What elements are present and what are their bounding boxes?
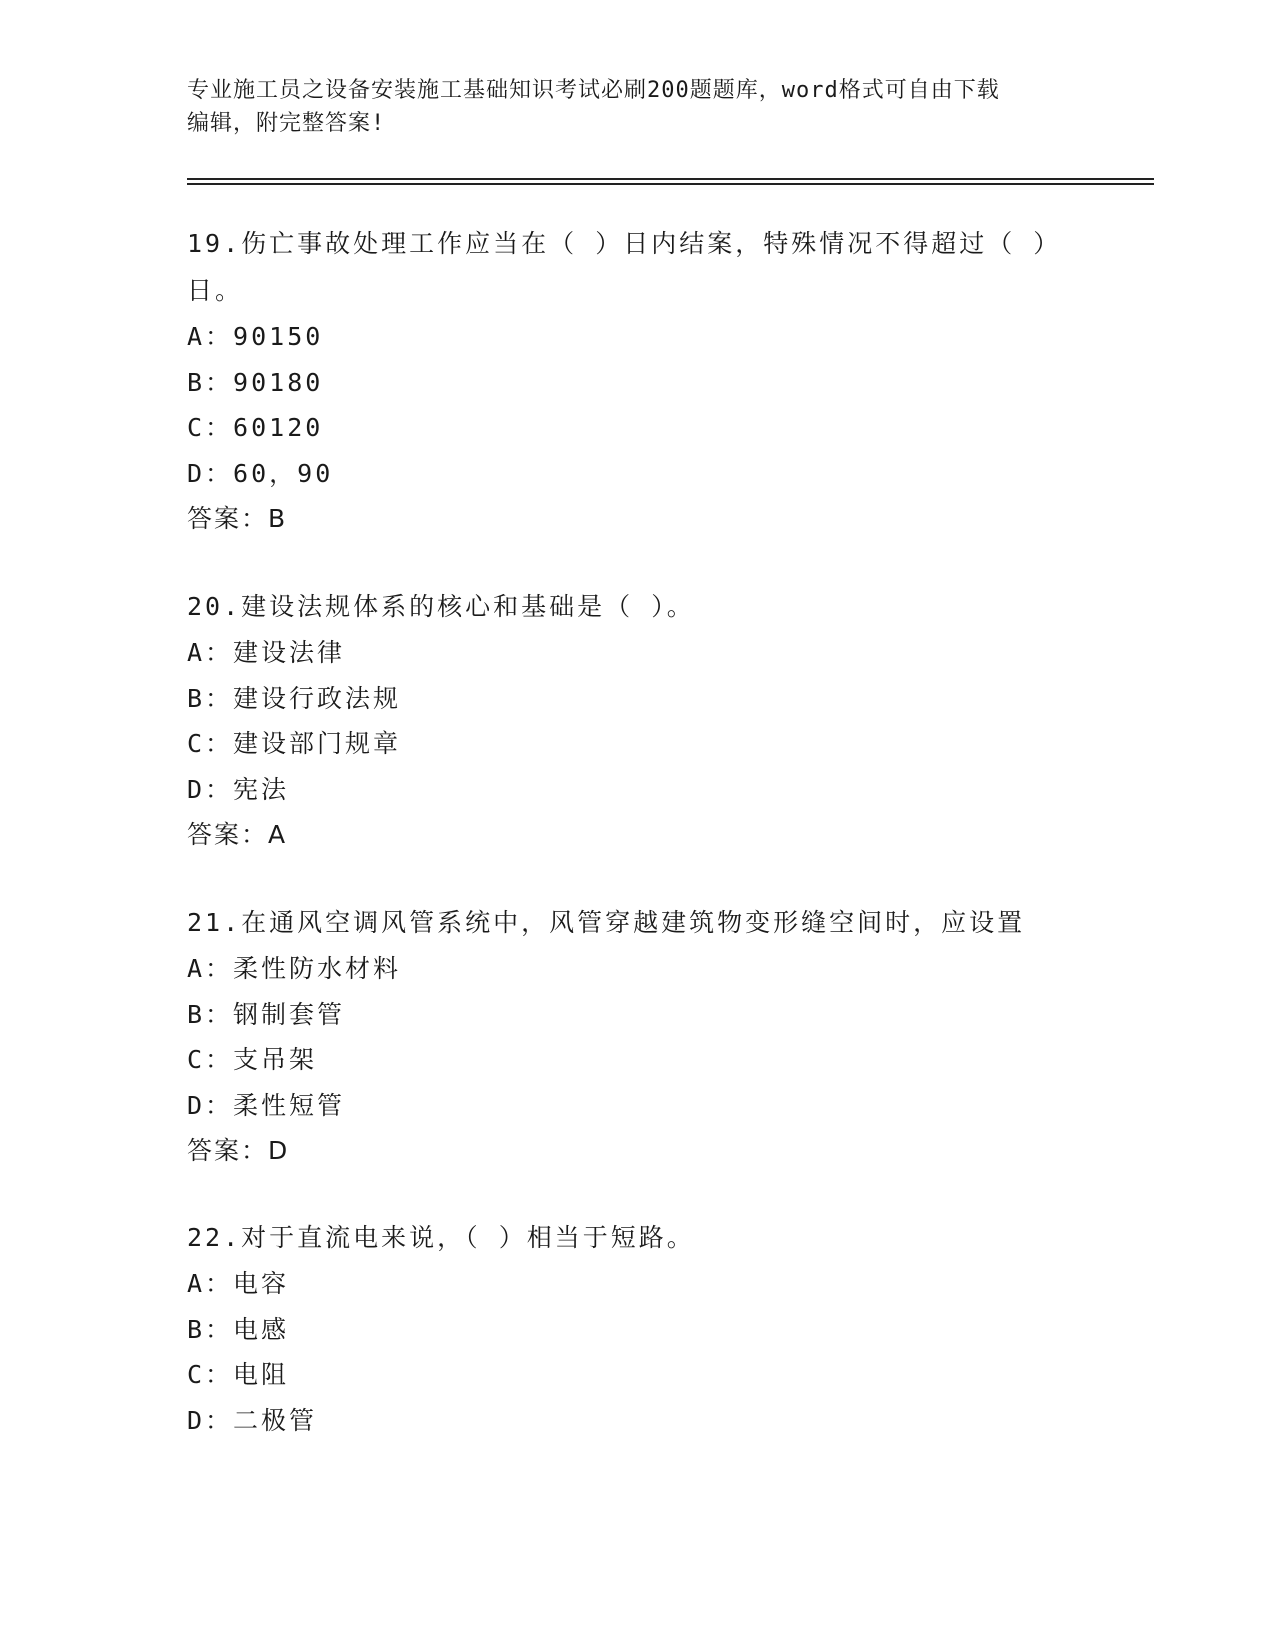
answer-value: D xyxy=(268,1136,290,1165)
question-22-option-d: D：二极管 xyxy=(187,1405,318,1435)
question-19-answer xyxy=(187,496,1087,542)
question-21-option-b: B：钢制套管 xyxy=(187,999,346,1029)
answer-label: 答案： xyxy=(187,820,269,849)
question-20-option-d: D：宪法 xyxy=(187,774,290,804)
question-19-option-d: D：60，90 xyxy=(187,458,334,488)
question-22-option-a: A：电容 xyxy=(187,1269,290,1298)
question-22-title: 22.对于直流电来说，（ ）相当于短路。 xyxy=(187,1223,695,1252)
question-20-title: 20.建设法规体系的核心和基础是（ ）。 xyxy=(187,592,695,621)
question-20-option-a: A：建设法律 xyxy=(187,638,346,667)
answer-value: A xyxy=(268,820,288,849)
answer-label: 答案： xyxy=(187,504,269,533)
question-22 xyxy=(187,1214,1087,1443)
question-21-answer xyxy=(187,1128,1087,1174)
question-21-option-c: C：支吊架 xyxy=(187,1045,318,1074)
header-divider-top xyxy=(187,178,1154,180)
header-divider-bottom xyxy=(187,183,1154,185)
header-line-2: 编辑，附完整答案! xyxy=(187,111,386,136)
question-19-title-cont: 日。 xyxy=(187,276,244,305)
question-22-option-c: C：电阻 xyxy=(187,1360,290,1389)
answer-value: B xyxy=(268,504,288,533)
question-21-option-d: D：柔性短管 xyxy=(187,1090,346,1120)
question-20-answer xyxy=(187,812,1087,858)
header-line-1: 专业施工员之设备安装施工基础知识考试必刷200题题库，word格式可自由下载 xyxy=(187,78,1000,103)
question-19 xyxy=(187,220,1087,542)
question-21 xyxy=(187,899,1087,1174)
answer-label: 答案： xyxy=(187,1136,269,1165)
question-20-option-b: B：建设行政法规 xyxy=(187,683,402,713)
question-22-option-b: B：电感 xyxy=(187,1314,290,1344)
question-21-option-a: A：柔性防水材料 xyxy=(187,954,402,983)
question-19-title: 19.伤亡事故处理工作应当在（ ）日内结案，特殊情况不得超过（ ） xyxy=(187,229,1062,258)
question-20 xyxy=(187,583,1087,858)
question-20-option-c: C：建设部门规章 xyxy=(187,729,402,758)
question-19-option-b: B：90180 xyxy=(187,367,324,397)
document-header xyxy=(187,74,1087,140)
question-19-option-c: C：60120 xyxy=(187,413,324,442)
question-19-option-a: A：90150 xyxy=(187,322,324,351)
question-21-title: 21.在通风空调风管系统中，风管穿越建筑物变形缝空间时，应设置 xyxy=(187,908,1026,937)
